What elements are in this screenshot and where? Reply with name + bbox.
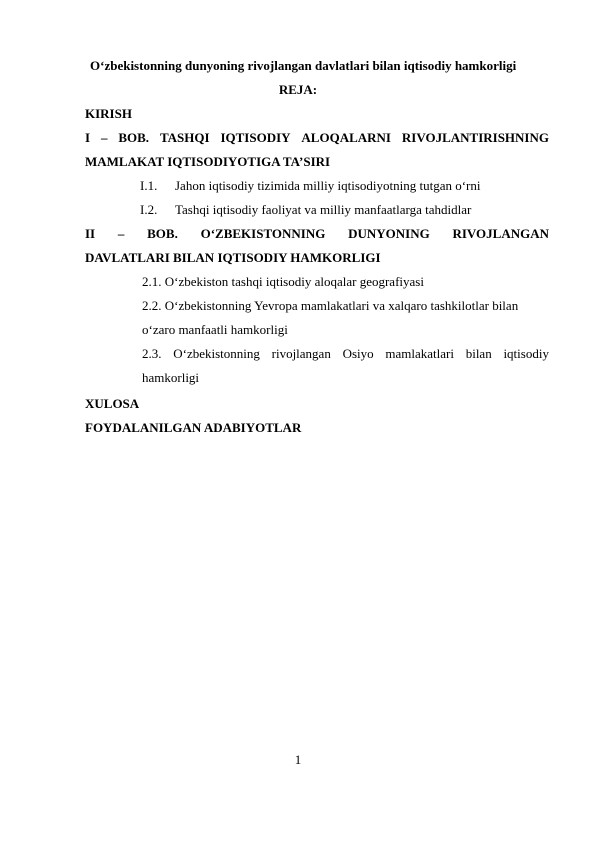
chapter1-word: – bbox=[100, 130, 108, 145]
chapter1-word: ALOQALARNI bbox=[301, 130, 391, 145]
chapter2-word: RIVOJLANGAN bbox=[452, 226, 549, 241]
chapter1-word: TASHQI bbox=[159, 130, 210, 145]
intro-heading: KIRISH bbox=[85, 106, 132, 121]
chapter2-word: BOB. bbox=[147, 226, 178, 241]
chapter1-word: RIVOJLANTIRISHNING bbox=[401, 130, 549, 145]
section-word: Osiyo bbox=[342, 346, 374, 361]
section-word: bilan bbox=[465, 346, 492, 361]
section-title: 2.2. O‘zbekistonning Yevropa mamlakatlari va xalqaro tashkilotlar bilan bbox=[142, 298, 519, 313]
section-number: I.1. bbox=[140, 178, 158, 193]
chapter1-word: IQTISODIY bbox=[220, 130, 291, 145]
chapter2-word: II bbox=[85, 226, 96, 241]
chapter2-word: O‘ZBEKISTONNING bbox=[200, 226, 326, 241]
chapter1-title-line2: MAMLAKAT IQTISODIYOTIGA TA’SIRI bbox=[85, 154, 331, 169]
section-word: 2.3. bbox=[142, 346, 162, 361]
chapter1-title-line1 bbox=[85, 130, 549, 146]
section-word: O‘zbekistonning bbox=[173, 346, 260, 361]
page-number: 1 bbox=[294, 752, 302, 767]
conclusion-heading: XULOSA bbox=[85, 396, 140, 411]
section-title-continued: hamkorligi bbox=[142, 370, 200, 385]
section-title: Tashqi iqtisodiy faoliyat va milliy manfaatlarga tahdidlar bbox=[175, 202, 472, 217]
section-title: Jahon iqtisodiy tizimida milliy iqtisodiyotning tutgan o‘rni bbox=[175, 178, 481, 193]
chapter2-title-line2: DAVLATLARI BILAN IQTISODIY HAMKORLIGI bbox=[85, 250, 381, 265]
section-word: rivojlangan bbox=[271, 346, 331, 361]
references-heading: FOYDALANILGAN ADABIYOTLAR bbox=[85, 420, 302, 435]
document-title: O‘zbekistonning dunyoning rivojlangan davlatlari bilan iqtisodiy hamkorligi bbox=[90, 58, 517, 73]
section-title: 2.1. O‘zbekiston tashqi iqtisodiy aloqalar geografiyasi bbox=[142, 274, 424, 289]
chapter2-word: – bbox=[117, 226, 125, 241]
section-word: mamlakatlari bbox=[385, 346, 454, 361]
chapter1-word: I bbox=[85, 130, 91, 145]
section-title bbox=[142, 346, 549, 362]
section-title-continued: o‘zaro manfaatli hamkorligi bbox=[142, 322, 288, 337]
chapter2-title-line1 bbox=[85, 226, 549, 242]
chapter2-word: DUNYONING bbox=[348, 226, 430, 241]
section-word: iqtisodiy bbox=[503, 346, 549, 361]
section-number: I.2. bbox=[140, 202, 158, 217]
plan-heading: REJA: bbox=[278, 82, 318, 97]
chapter1-word: BOB. bbox=[118, 130, 150, 145]
